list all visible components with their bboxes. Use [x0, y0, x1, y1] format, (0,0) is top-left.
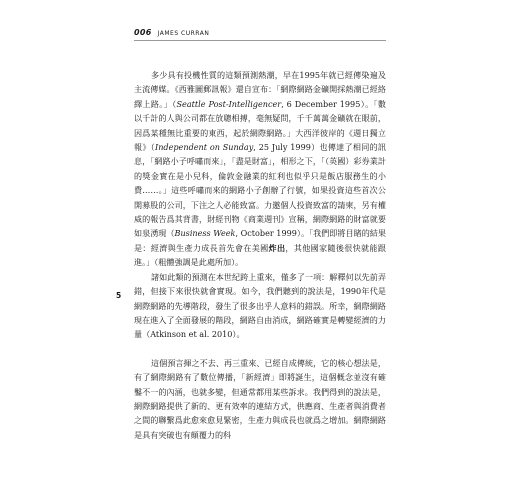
text-run: , 6 December 1995）。「數以千計的人與公司都在放聰相搏，毫無疑問，千千萬萬金礦就在眼前，因爲某種無比重要的東西，起於網際網路。」大西洋彼岸的《週日獨立報》（ [134, 98, 386, 153]
text-run: 諸如此類的預測在本世紀跨上重來，僅多了一項：解釋何以先前弄錯，但接下來很快就會實現。如今，我們聽到的說法是，1990年代是網際網路的先導階段，發生了很多出乎人意料的錯誤。所幸，網際網路現在進入了全面發展的階段，網路自由消成，網路確實是轉變經濟的力量（Atkinson et al. 2010）。 [134, 271, 386, 340]
text-run: , October 1999）。「我們即將目睹的結果是：經濟與生產力成長首先會在美國 [134, 228, 386, 253]
text-run: ，其他國家隨後很快就能跟進。」（粗體強調是此處所加）。 [134, 242, 386, 268]
text-run: , 25 July 1999）也傳達了相同的訊息，「網路小子呼嘯而來」，「盡是財富」，相形之下，「（英國）彩券業計的獎金實在是小兒科，倫敦金融業的紅利也似乎只是飯店服務生的小費……。」這些呼嘯而來的網路小子創辦了行號，如果投資這些首次公開募股的公司，下注之人必能致富。力邀個人投資致富的請柬，另有權威的報告爲其背書，財經刊物《商業週刊》宣稱，網際網路的財富就要如泉湧現（ [134, 142, 387, 239]
paragraph-3 [134, 356, 386, 442]
running-header [134, 28, 386, 41]
citation-title: Independent on Sunday [155, 142, 254, 153]
paragraph-1 [134, 68, 386, 270]
citation-title: Business Week [174, 228, 236, 239]
bold-emphasis: 炸出 [268, 242, 286, 253]
text-run: 這個預言揮之不去、再三重來、已經自成傳統，它的核心想法是，有了網際網路有了數位傳播，「新經濟」即將誕生，這個概念並沒有確鑿不一的內涵，也就多變，但通常都用某些訴求。我們得到的說法是，網際網路提供了新的、更有效率的連結方式，供應商、生產者與消費者之間的聯繫爲此愈來愈見緊密，生產力與成長也就爲之增加。網際網路是具有突破也有顛覆力的科 [134, 357, 386, 440]
margin-section-mark: 5 [116, 291, 122, 300]
running-header-author: JAMES CURRAN [157, 30, 210, 37]
page-number: 006 [134, 28, 152, 37]
citation-title: Seattle Post-Intelligencer [176, 98, 282, 109]
page-body [134, 68, 386, 442]
paragraph-gap [134, 342, 386, 356]
text-run: 多少具有投機性質的這類預測熱潮，早在1995年就已經傳染遍及主流傳媒。《西雅圖郵訊報》還自宣布：「網際網路金礦開採熱潮已經絡繹上路。」（ [134, 70, 386, 109]
paragraph-2 [134, 270, 386, 342]
